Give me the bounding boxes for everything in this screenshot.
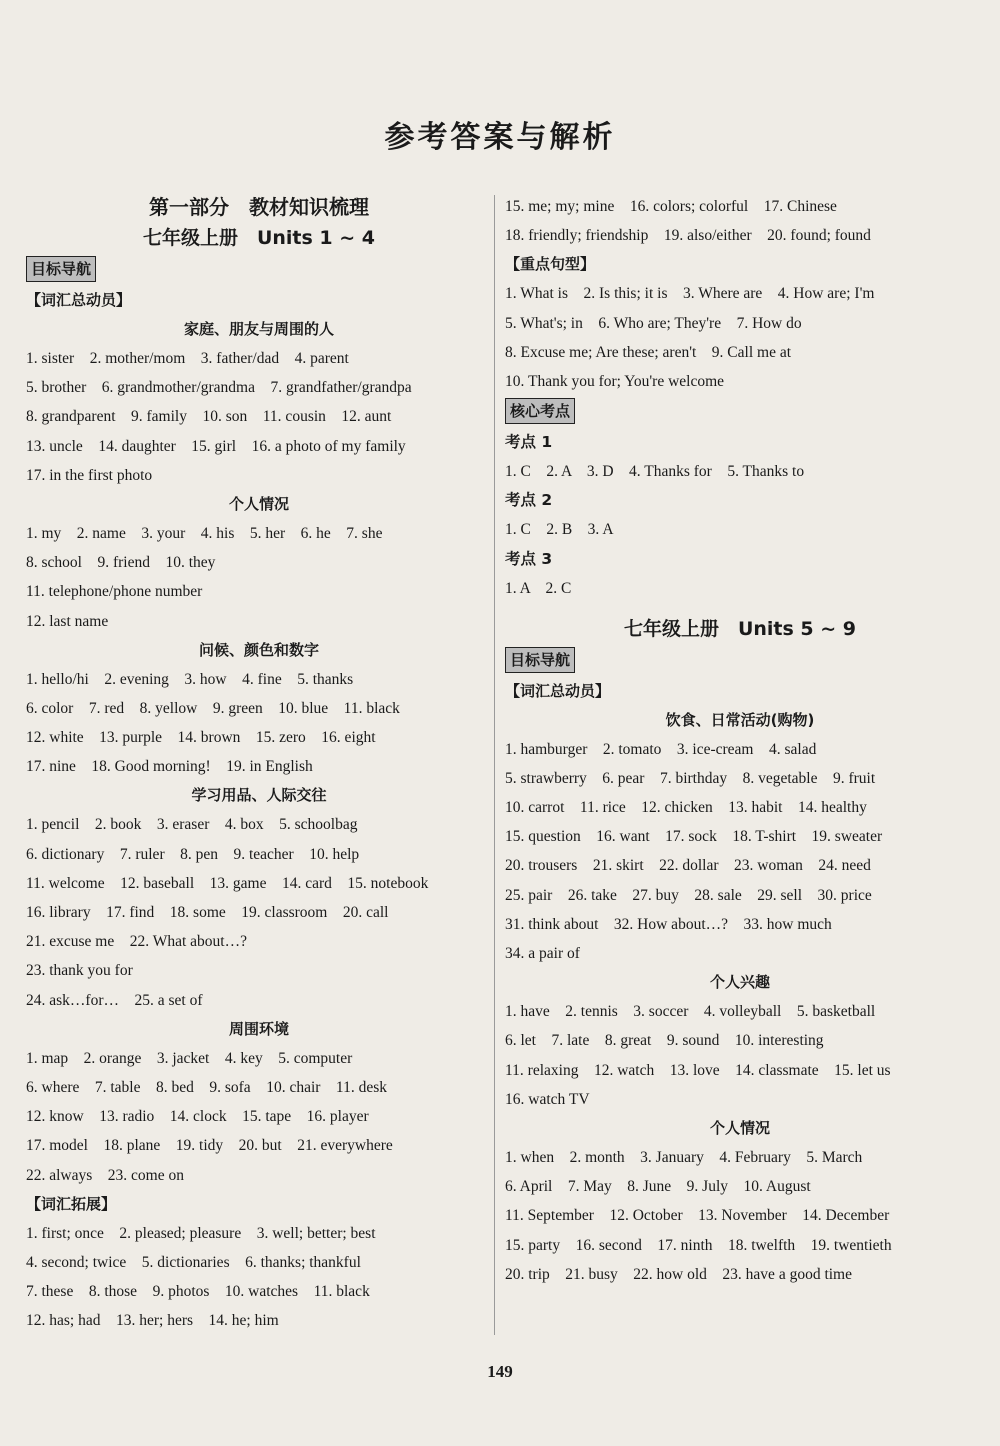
personal-heading: 个人情况 xyxy=(709,1118,770,1137)
answer-line: 17. in the first photo xyxy=(26,466,153,484)
family-heading: 家庭、朋友与周围的人 xyxy=(183,320,334,338)
answer-line: 17. nine 18. Good morning! 19. in English xyxy=(26,758,313,776)
key-point-1: 考点 1 xyxy=(505,433,553,452)
answer-line: 8. school 9. friend 10. they xyxy=(26,554,216,572)
environment-heading: 周围环境 xyxy=(228,1019,289,1038)
answer-line: 6. dictionary 7. ruler 8. pen 9. teacher 10. help xyxy=(26,845,360,863)
answer-line: 1. when 2. month 3. January 4. February 5. March xyxy=(505,1148,863,1166)
left-column xyxy=(26,192,492,1335)
answer-line: 16. watch TV xyxy=(505,1090,590,1108)
answer-line: 1. hamburger 2. tomato 3. ice-cream 4. salad xyxy=(505,740,817,758)
personal-list xyxy=(26,519,492,636)
hobby-list xyxy=(505,997,975,1114)
answer-line: 18. friendly; friendship 19. also/either 20. found; found xyxy=(505,227,871,245)
answer-line: 34. a pair of xyxy=(505,945,580,962)
personal-list xyxy=(505,1143,975,1289)
target-nav-label: 目标导航 xyxy=(505,647,575,673)
study-heading: 学习用品、人际交往 xyxy=(191,786,327,805)
answer-line: 6. April 7. May 8. June 9. July 10. August xyxy=(505,1178,811,1196)
answer-line: 6. let 7. late 8. great 9. sound 10. interesting xyxy=(505,1032,824,1050)
page-number: 149 xyxy=(487,1362,513,1381)
food-list xyxy=(505,735,975,969)
expand-list xyxy=(26,1219,492,1336)
vocab-label: 【词汇总动员】 xyxy=(505,681,611,700)
personal-heading: 个人情况 xyxy=(228,494,289,513)
answer-line: 8. Excuse me; Are these; aren't 9. Call me at xyxy=(505,343,792,361)
answer-line: 1. map 2. orange 3. jacket 4. key 5. computer xyxy=(26,1049,353,1067)
part-title: 第一部分 教材知识梳理 xyxy=(149,195,369,219)
answer-line: 4. second; twice 5. dictionaries 6. thanks; thankful xyxy=(26,1253,361,1271)
answer-line: 12. last name xyxy=(26,612,109,630)
key-point-2: 考点 2 xyxy=(505,491,553,510)
hobby-heading: 个人兴趣 xyxy=(709,973,770,992)
answer-line: 31. think about 32. How about…? 33. how much xyxy=(505,915,832,933)
answer-line: 1. sister 2. mother/mom 3. father/dad 4. parent xyxy=(26,350,349,367)
key-sentences-label: 【重点句型】 xyxy=(505,255,596,274)
answer-line: 1. have 2. tennis 3. soccer 4. volleyball 5. basketball xyxy=(505,1003,876,1021)
column-divider xyxy=(494,195,495,1335)
page-title: 参考答案与解析 xyxy=(384,120,616,155)
answer-line: 20. trousers 21. skirt 22. dollar 23. woman 24. need xyxy=(505,857,871,875)
right-column xyxy=(505,192,975,1289)
answer-line: 1. first; once 2. pleased; pleasure 3. well; better; best xyxy=(26,1224,376,1242)
core-points-label: 核心考点 xyxy=(505,398,575,424)
answer-line: 6. where 7. table 8. bed 9. sofa 10. chair 11. desk xyxy=(26,1078,388,1096)
family-list xyxy=(26,344,492,490)
target-nav-label: 目标导航 xyxy=(26,256,96,282)
answer-line: 10. Thank you for; You're welcome xyxy=(505,372,725,390)
answer-line: 15. question 16. want 17. sock 18. T-shirt 19. sweater xyxy=(505,828,883,846)
greeting-list xyxy=(26,665,492,782)
answer-line: 8. grandparent 9. family 10. son 11. cousin 12. aunt xyxy=(26,408,392,426)
answer-line: 1. pencil 2. book 3. eraser 4. box 5. schoolbag xyxy=(26,816,358,834)
answer-line: 5. strawberry 6. pear 7. birthday 8. vegetable 9. fruit xyxy=(505,769,876,787)
greeting-heading: 问候、颜色和数字 xyxy=(198,640,319,659)
answer-line: 1. hello/hi 2. evening 3. how 4. fine 5. thanks xyxy=(26,670,354,688)
key-point-3: 考点 3 xyxy=(505,549,553,568)
food-heading: 饮食、日常活动(购物) xyxy=(665,710,815,729)
answer-line: 5. brother 6. grandmother/grandma 7. grandfather/grandpa xyxy=(26,379,412,397)
vocab-expand-label: 【词汇拓展】 xyxy=(26,1194,117,1213)
answer-line: 1. C 2. A 3. D 4. Thanks for 5. Thanks to xyxy=(505,463,805,481)
answer-line: 15. party 16. second 17. ninth 18. twelfth 19. twentieth xyxy=(505,1236,892,1254)
answer-line: 24. ask…for… 25. a set of xyxy=(26,991,203,1009)
study-list xyxy=(26,810,492,1014)
answer-line: 11. September 12. October 13. November 14. December xyxy=(505,1207,890,1225)
answer-line: 11. telephone/phone number xyxy=(26,583,203,601)
answer-line: 25. pair 26. take 27. buy 28. sale 29. sell 30. price xyxy=(505,886,872,904)
answer-line: 13. uncle 14. daughter 15. girl 16. a photo of my family xyxy=(26,437,406,455)
environment-list xyxy=(26,1044,492,1190)
unit-title-5-9: 七年级上册 Units 5 ~ 9 xyxy=(623,617,857,640)
answer-line: 1. What is 2. Is this; it is 3. Where are 4. How are; I'm xyxy=(505,285,875,303)
answer-line: 20. trip 21. busy 22. how old 23. have a good time xyxy=(505,1265,852,1283)
answer-line: 12. has; had 13. her; hers 14. he; him xyxy=(26,1312,279,1330)
answer-line: 10. carrot 11. rice 12. chicken 13. habit 14. healthy xyxy=(505,799,867,817)
vocab-label: 【词汇总动员】 xyxy=(26,291,132,309)
sentences-list xyxy=(505,279,975,396)
answer-line: 15. me; my; mine 16. colors; colorful 17. Chinese xyxy=(505,198,837,215)
answer-line: 17. model 18. plane 19. tidy 20. but 21. everywhere xyxy=(26,1137,393,1155)
answer-line: 7. these 8. those 9. photos 10. watches 11. black xyxy=(26,1283,370,1301)
answer-line: 23. thank you for xyxy=(26,962,133,980)
answer-line: 1. A 2. C xyxy=(505,579,572,597)
answer-line: 11. welcome 12. baseball 13. game 14. card 15. notebook xyxy=(26,874,429,892)
answer-line: 22. always 23. come on xyxy=(26,1166,184,1184)
answer-line: 12. know 13. radio 14. clock 15. tape 16. player xyxy=(26,1108,369,1126)
answer-line: 21. excuse me 22. What about…? xyxy=(26,933,247,951)
answer-line: 11. relaxing 12. watch 13. love 14. classmate 15. let us xyxy=(505,1061,891,1079)
answer-line: 6. color 7. red 8. yellow 9. green 10. blue 11. black xyxy=(26,699,400,717)
answer-line: 1. C 2. B 3. A xyxy=(505,521,614,539)
answer-line: 5. What's; in 6. Who are; They're 7. How do xyxy=(505,314,802,332)
unit-title-1-4: 七年级上册 Units 1 ~ 4 xyxy=(142,227,376,249)
answer-line: 16. library 17. find 18. some 19. classroom 20. call xyxy=(26,904,389,921)
answer-line: 12. white 13. purple 14. brown 15. zero 16. eight xyxy=(26,729,376,747)
answer-line: 1. my 2. name 3. your 4. his 5. her 6. he 7. she xyxy=(26,524,383,542)
